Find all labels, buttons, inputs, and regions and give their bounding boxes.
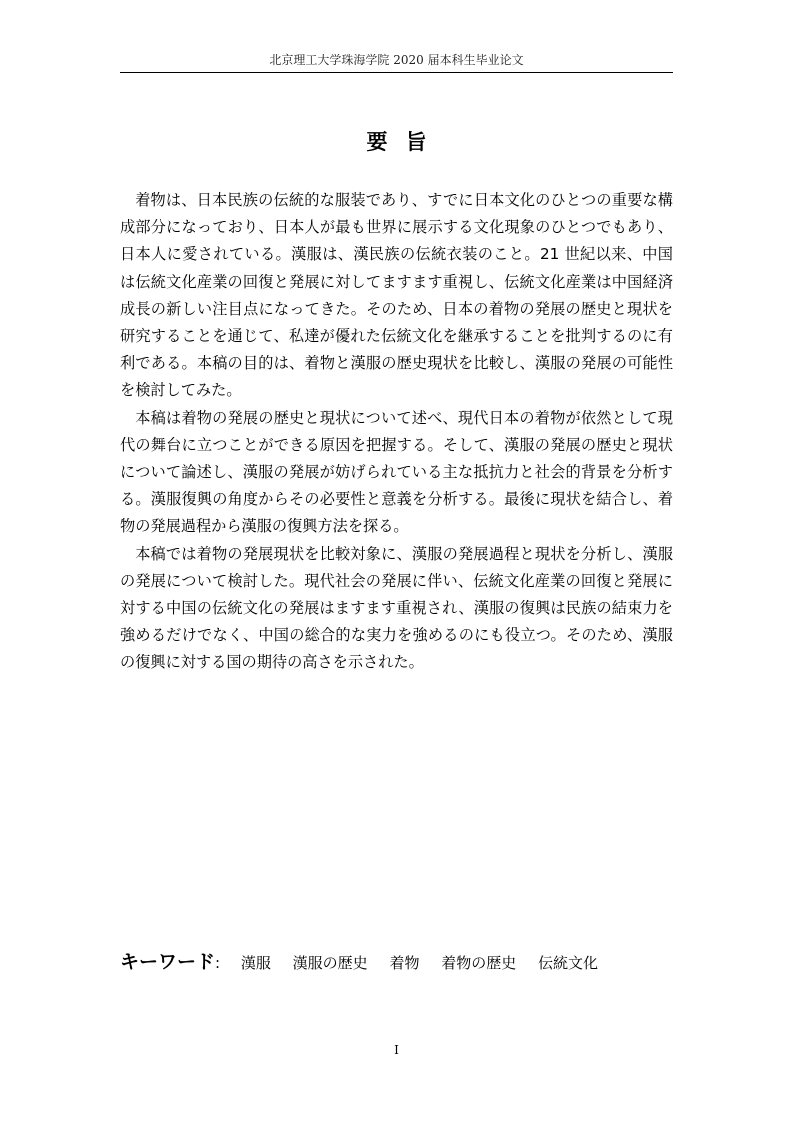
keywords-line <box>120 948 673 977</box>
header-rule <box>120 72 673 73</box>
keyword-item: 漢服の歴史 <box>292 954 368 972</box>
keyword-item: 着物 <box>389 954 420 972</box>
keywords-colon: : <box>215 954 221 972</box>
abstract-body <box>120 187 673 677</box>
keyword-item: 伝統文化 <box>538 954 599 972</box>
abstract-paragraph-1: 着物は、日本民族の伝統的な服装であり、すでに日本文化のひとつの重要な構成部分になっており、日本人が最も世界に展示する文化現象のひとつでもあり、日本人に愛されている。漢服は、漢民族の伝統衣装のこと。21 世紀以来、中国は伝統文化産業の回復と発展に対してますます重視し、伝統文化産業は中国経済成長の新しい注目点になってきた。そのため、日本の着物の発展の歴史と現状を研究することを通じて、私達が優れた伝統文化を継承することを批判するのに有利である。本稿の目的は、着物と漢服の歴史現状を比較し、漢服の発展の可能性を検討してみた。 <box>120 191 673 400</box>
abstract-title: 要旨 <box>366 130 445 154</box>
keyword-item: 着物の歴史 <box>441 954 517 972</box>
keyword-item: 漢服 <box>240 954 271 972</box>
abstract-paragraph-3: 本稿では着物の発展現状を比較対象に、漢服の発展過程と現状を分析し、漢服の発展について検討した。現代社会の発展に伴い、伝統文化産業の回復と発展に対する中国の伝統文化の発展はますます重視され、漢服の復興は民族の結束力を強めるだけでなく、中国の総合的な実力を強めるのにも役立つ。そのため、漢服の復興に対する国の期待の高さを示された。 <box>120 544 673 672</box>
page-number: I <box>394 1043 399 1057</box>
running-header: 北京理工大学珠海学院 2020 届本科生毕业论文 <box>269 53 524 67</box>
abstract-paragraph-2: 本稿は着物の発展の歴史と現状について述べ、現代日本の着物が依然として現代の舞台に立つことができる原因を把握する。そして、漢服の発展の歴史と現状について論述し、漢服の発展が妨げられている主な抵抗力と社会的背景を分析する。漢服復興の角度からその必要性と意義を分析する。最後に現状を結合し、着物の発展過程から漢服の復興方法を探る。 <box>120 408 673 536</box>
keywords-label: キーワード <box>120 951 216 973</box>
